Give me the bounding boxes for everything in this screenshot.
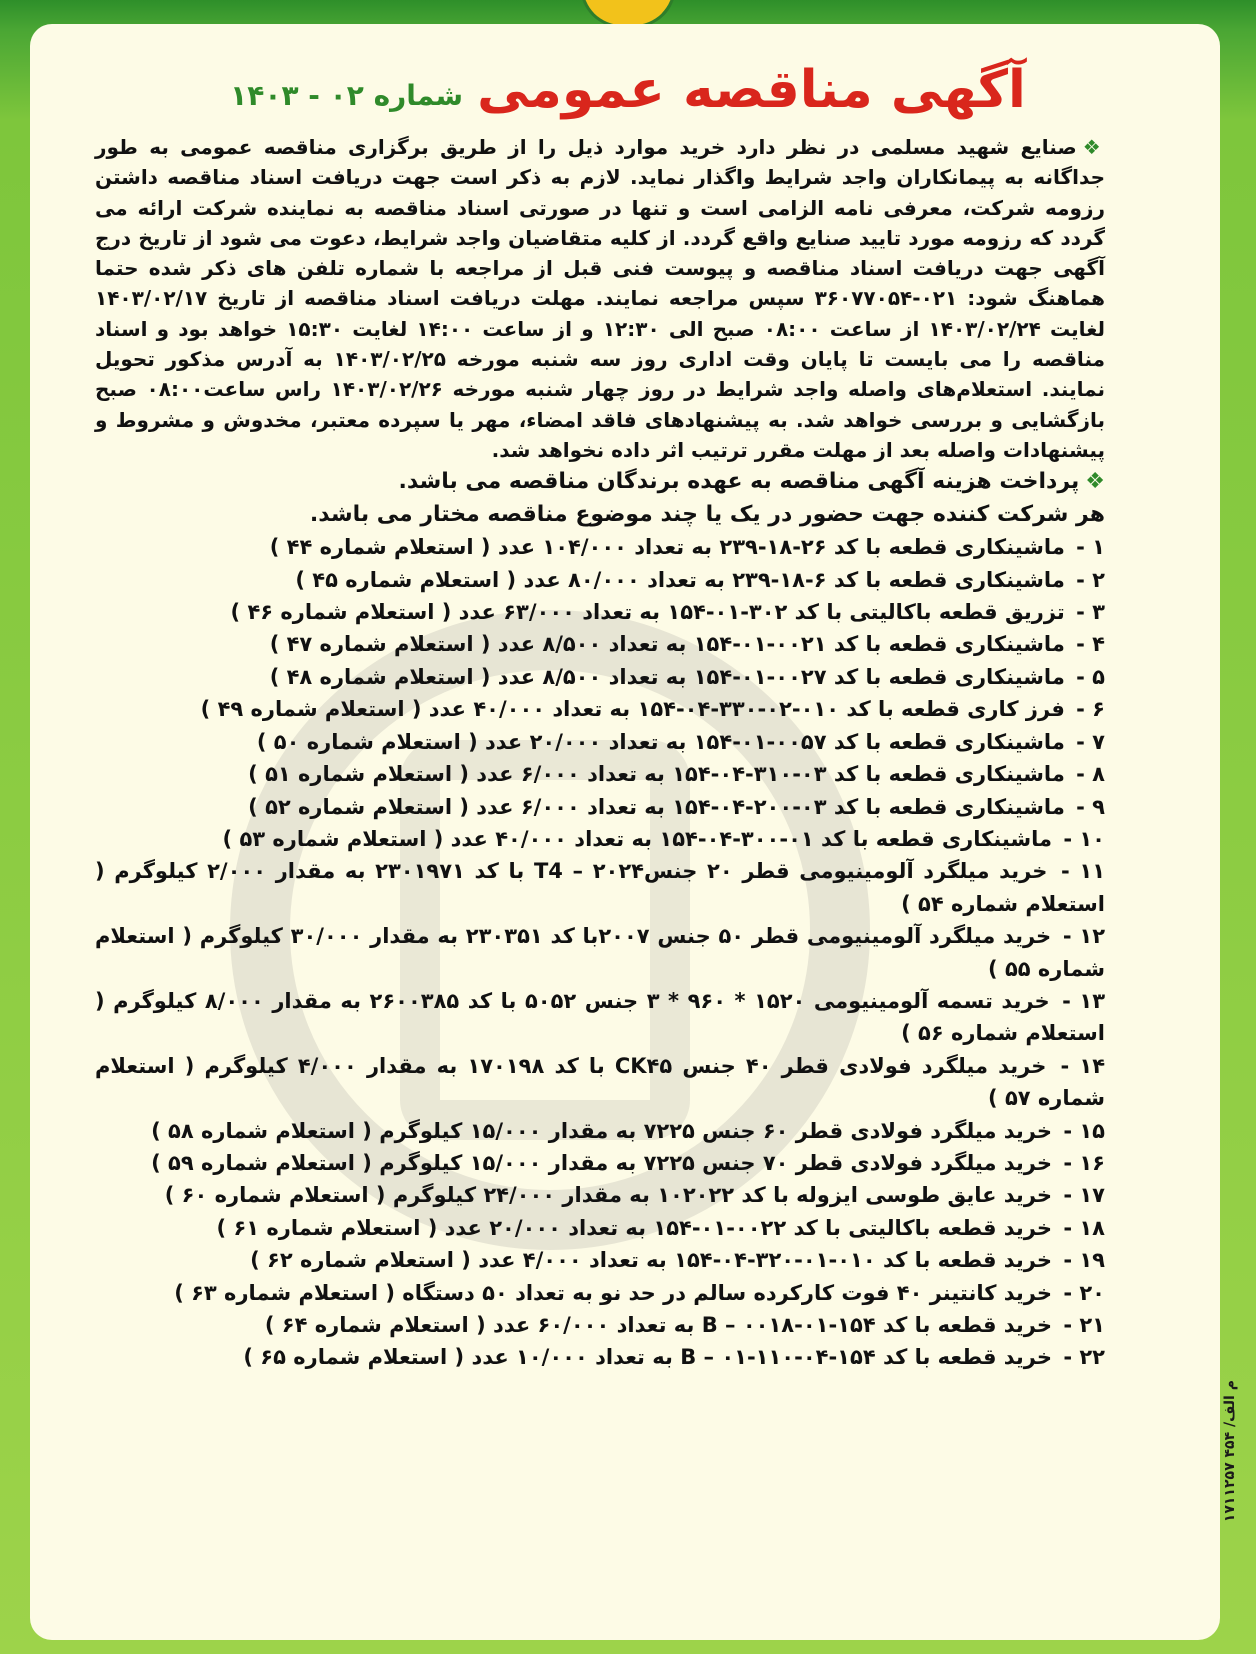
- item-number: ۲ -: [1076, 567, 1105, 592]
- notice-participation: هر شرکت کننده جهت حضور در یک یا چند موضوع مناقصه مختار می باشد.: [309, 502, 1105, 528]
- list-item: [95, 628, 1105, 660]
- item-number: ۴ -: [1076, 632, 1105, 657]
- item-number: ۱۶ -: [1063, 1150, 1105, 1175]
- side-code: م الف/ ۴۵۴ ۱۷۱۱۲۵۷: [1222, 1380, 1238, 1523]
- item-text: ماشینکاری قطعه با کد ۰۳-۳۱۰-۰۴-۱۵۴ به تعداد ۶/۰۰۰ عدد ( استعلام شماره ۵۱ ): [248, 762, 1065, 787]
- list-item: [95, 564, 1105, 596]
- item-number: ۱۹ -: [1063, 1248, 1105, 1273]
- item-number: ۱۳ -: [1062, 988, 1106, 1013]
- item-text: خرید قطعه با کد B – ۰۰۱۸-۰۱-۱۵۴ به تعداد ۶۰/۰۰۰ عدد ( استعلام شماره ۶۴ ): [264, 1313, 1053, 1338]
- item-number: ۲۲ -: [1063, 1345, 1105, 1370]
- item-text: خرید میلگرد آلومینیومی قطر ۲۰ جنس۲۰۲۴ – T4 با کد ۲۳۰۱۹۷۱ به مقدار ۲/۰۰۰ کیلوگرم ( استعلام شماره ۵۴ ): [95, 859, 1105, 916]
- item-number: ۸ -: [1076, 762, 1105, 787]
- list-item: [95, 1277, 1105, 1309]
- list-item: [95, 661, 1105, 693]
- list-item: [95, 823, 1105, 855]
- item-number: ۷ -: [1076, 729, 1105, 754]
- item-text: خرید میلگرد فولادی قطر ۴۰ جنس CK۴۵ با کد ۱۷۰۱۹۸ به مقدار ۴/۰۰۰ کیلوگرم ( استعلام شماره ۵۷ ): [95, 1053, 1105, 1111]
- bullet-icon: ❖: [1085, 469, 1105, 495]
- list-item: [95, 1244, 1105, 1276]
- item-text: خرید میلگرد فولادی قطر ۷۰ جنس ۷۲۲۵ به مقدار ۱۵/۰۰۰ کیلوگرم ( استعلام شماره ۵۹ ): [151, 1150, 1053, 1175]
- item-text: خرید عایق طوسی ایزوله با کد ۱۰۲۰۲۲ به مقدار ۲۴/۰۰۰ کیلوگرم ( استعلام شماره ۶۰ ): [164, 1183, 1053, 1208]
- item-text: خرید میلگرد آلومینیومی قطر ۵۰ جنس ۲۰۰۷با کد ۲۳۰۳۵۱ به مقدار ۳۰/۰۰۰ کیلوگرم ( استعلام شماره ۵۵ ): [95, 924, 1105, 981]
- item-text: تزریق قطعه باکالیتی با کد ۳۰۲-۰۱-۱۵۴ به تعداد ۶۳/۰۰۰ عدد ( استعلام شماره ۴۶ ): [230, 600, 1065, 625]
- list-item: [95, 1050, 1105, 1115]
- list-item: [95, 920, 1105, 985]
- ad-number: شماره ۰۲ - ۱۴۰۳: [230, 79, 464, 112]
- item-text: خرید قطعه باکالیتی با کد ۰۰۲۲-۰۱-۱۵۴ به تعداد ۲۰/۰۰۰ عدد ( استعلام شماره ۶۱ ): [216, 1215, 1053, 1240]
- item-text: ماشینکاری قطعه با کد ۰۰۲۱-۰۱-۱۵۴ به تعداد ۸/۵۰۰ عدد ( استعلام شماره ۴۷ ): [269, 632, 1065, 657]
- list-item: [95, 726, 1105, 758]
- item-number: ۲۰ -: [1063, 1280, 1105, 1305]
- item-number: ۱۴ -: [1060, 1053, 1106, 1078]
- item-text: فرز کاری قطعه با کد ۰۱۰-۰۲-۳۳۰-۰۴-۱۵۴ به تعداد ۴۰/۰۰۰ عدد ( استعلام شماره ۴۹ ): [200, 697, 1065, 722]
- list-item: [95, 1179, 1105, 1211]
- item-text: ماشینکاری قطعه با کد ۰۳-۲۰۰-۰۴-۱۵۴ به تعداد ۶/۰۰۰ عدد ( استعلام شماره ۵۲ ): [248, 794, 1065, 819]
- item-text: خرید قطعه با کد ۰۱۰-۰۱-۳۲۰-۰۴-۱۵۴ به تعداد ۴/۰۰۰ عدد ( استعلام شماره ۶۲ ): [250, 1248, 1053, 1273]
- list-item: [95, 1115, 1105, 1147]
- list-item: [95, 791, 1105, 823]
- list-item: [95, 1309, 1105, 1341]
- item-number: ۹ -: [1076, 794, 1105, 819]
- item-number: ۱۲ -: [1062, 924, 1106, 949]
- ad-header: [0, 40, 1256, 120]
- item-number: ۲۱ -: [1063, 1313, 1105, 1338]
- intro-text: صنایع شهید مسلمی در نظر دارد خرید موارد ذیل را از طریق برگزاری مناقصه عمومی به طور جداگانه به پیمانکاران واجد شرایط واگذار نماید. لازم به ذکر است جهت دریافت اسناد مناقصه داشتن رزومه شرکت، معرفی نامه الزامی است و تنها در صورتی اسناد مناقصه به نماینده شرکت ارائه می گردد که رزومه مورد تایید صنایع واقع گردد. از کلیه متقاضیان واجد شرایط، دعوت می شود از تاریخ درج آگهی جهت دریافت اسناد مناقصه و پیوست فنی قبل از مراجعه با شماره تلفن های ذکر شده حتما هماهنگ شود: ۰۲۱-۳۶۰۷۷۰۵۴ سپس مراجعه نمایند. مهلت دریافت اسناد مناقصه از تاریخ ۱۴۰۳/۰۲/۱۷ لغایت ۱۴۰۳/۰۲/۲۴ از ساعت ۰۸:۰۰ صبح الی ۱۲:۳۰ و از ساعت ۱۴:۰۰ لغایت ۱۵:۳۰ خواهد بود و اسناد مناقصه را می بایست تا پایان وقت اداری روز سه شنبه مورخه ۱۴۰۳/۰۲/۲۵ به آدرس مذکور تحویل نمایند. استعلام‌های واصله واجد شرایط در روز چهار شنبه مورخه ۱۴۰۳/۰۲/۲۶ راس ساعت۰۸:۰۰ صبح بازگشایی و بررسی خواهد شد. به پیشنهادهای فاقد امضاء، مهر یا سپرده معتبر، مخدوش و مشروط و پیشنهادات واصله بعد از مهلت مقرر ترتیب اثر داده نخواهد شد.: [95, 135, 1106, 462]
- item-text: خرید کانتینر ۴۰ فوت کارکرده سالم در حد نو به تعداد ۵۰ دستگاه ( استعلام شماره ۶۳ ): [174, 1280, 1053, 1305]
- item-text: خرید میلگرد فولادی قطر ۶۰ جنس ۷۲۲۵ به مقدار ۱۵/۰۰۰ کیلوگرم ( استعلام شماره ۵۸ ): [151, 1118, 1053, 1143]
- item-text: ماشینکاری قطعه با کد ۶-۱۸-۲۳۹ به تعداد ۸۰/۰۰۰ عدد ( استعلام شماره ۴۵ ): [295, 567, 1065, 592]
- list-item: [95, 1341, 1105, 1373]
- item-number: ۳ -: [1076, 600, 1105, 625]
- list-item: [95, 693, 1105, 725]
- item-number: ۱۸ -: [1063, 1215, 1105, 1240]
- item-text: ماشینکاری قطعه با کد ۰۱-۳۰۰-۰۴-۱۵۴ به تعداد ۴۰/۰۰۰ عدد ( استعلام شماره ۵۳ ): [222, 826, 1053, 851]
- list-item: [95, 758, 1105, 790]
- bullet-icon: ❖: [1082, 135, 1105, 159]
- items-list: [95, 531, 1105, 1374]
- ad-body: [95, 132, 1105, 1374]
- item-number: ۱۰ -: [1063, 826, 1105, 851]
- list-item: [95, 985, 1105, 1050]
- item-text: خرید تسمه آلومینیومی ۱۵۲۰ * ۹۶۰ * ۳ جنس ۵۰۵۲ با کد ۲۶۰۰۳۸۵ به مقدار ۸/۰۰۰ کیلوگرم ( استعلام شماره ۵۶ ): [95, 988, 1105, 1046]
- item-text: ماشینکاری قطعه با کد ۲۶-۱۸-۲۳۹ به تعداد ۱۰۴/۰۰۰ عدد ( استعلام شماره ۴۴ ): [269, 535, 1065, 560]
- item-number: ۶ -: [1076, 697, 1105, 722]
- notice-fee-text: پرداخت هزینه آگهی مناقصه به عهده برندگان مناقصه می باشد.: [398, 469, 1080, 495]
- item-text: ماشینکاری قطعه با کد ۰۰۲۷-۰۱-۱۵۴ به تعداد ۸/۵۰۰ عدد ( استعلام شماره ۴۸ ): [269, 664, 1065, 689]
- item-number: ۱ -: [1076, 535, 1105, 560]
- item-number: ۱۱ -: [1061, 859, 1106, 884]
- item-text: ماشینکاری قطعه با کد ۰۰۵۷-۰۱-۱۵۴ به تعداد ۲۰/۰۰۰ عدد ( استعلام شماره ۵۰ ): [256, 729, 1065, 754]
- list-item: [95, 596, 1105, 628]
- item-text: خرید قطعه با کد B – ۰۱-۱۱۰-۰۴-۱۵۴ به تعداد ۱۰/۰۰۰ عدد ( استعلام شماره ۶۵ ): [243, 1345, 1053, 1370]
- notice-fee: [95, 465, 1105, 498]
- item-number: ۱۵ -: [1063, 1118, 1105, 1143]
- ad-title: آگهی مناقصه عمومی: [477, 60, 1026, 120]
- intro-paragraph: [95, 132, 1105, 465]
- list-item: [95, 1212, 1105, 1244]
- list-item: [95, 531, 1105, 563]
- list-item: [95, 1147, 1105, 1179]
- list-item: [95, 855, 1105, 920]
- item-number: ۱۷ -: [1063, 1183, 1105, 1208]
- item-number: ۵ -: [1076, 664, 1105, 689]
